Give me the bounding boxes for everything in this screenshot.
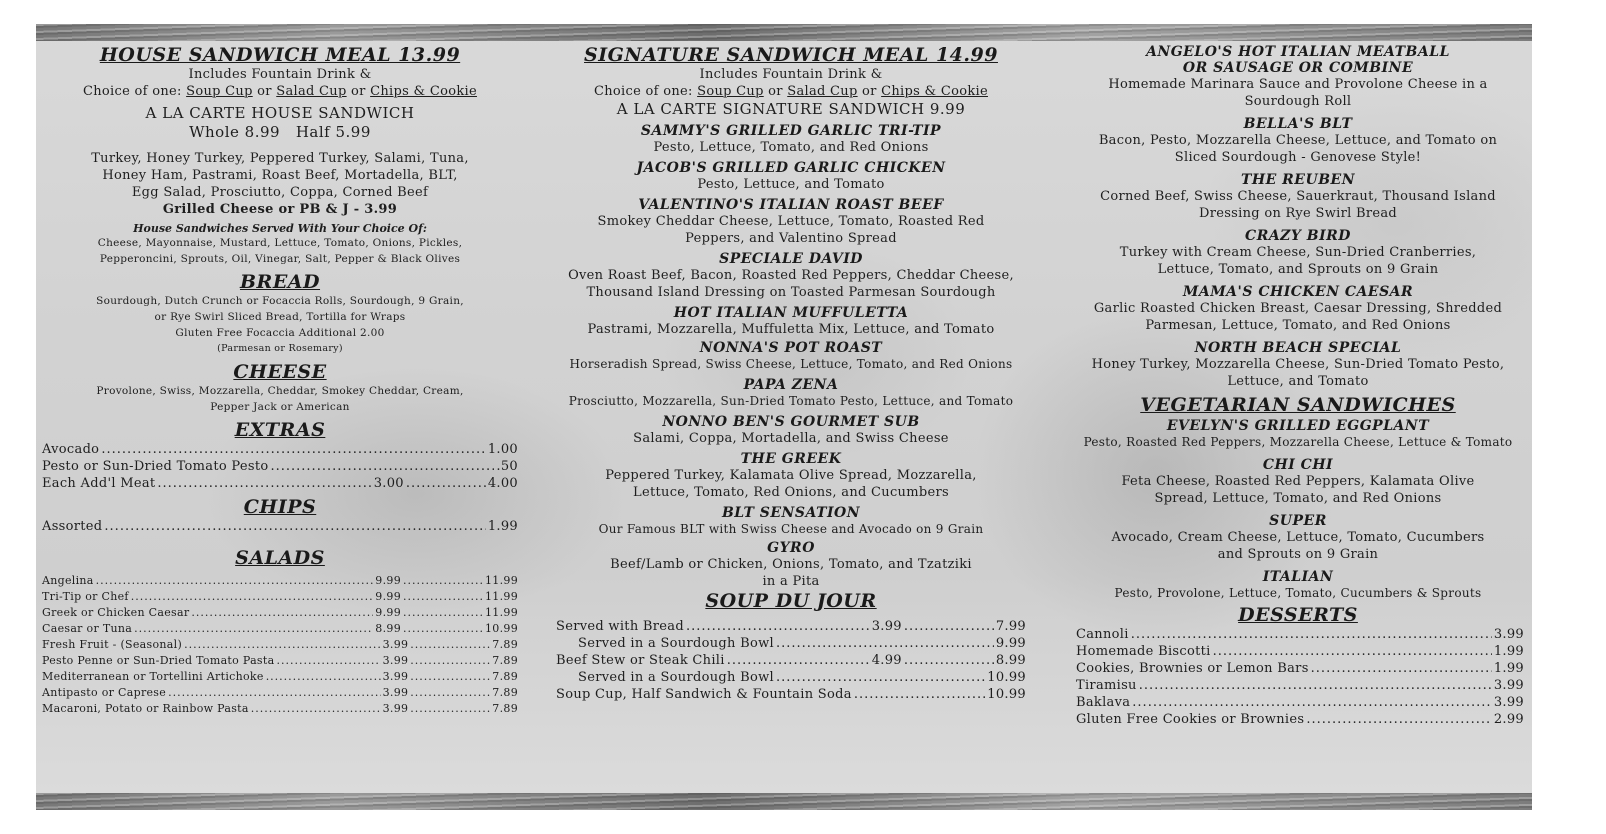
sandwich-desc: Homemade Marinara Sauce and Provolone Cheese in a bbox=[1108, 77, 1488, 92]
sandwich-name: OR SAUSAGE OR COMBINE bbox=[1182, 60, 1414, 76]
leader-dots bbox=[727, 652, 870, 669]
item-name: Homemade Biscotti bbox=[1076, 644, 1211, 659]
sandwich-name: BELLA'S BLT bbox=[1243, 116, 1353, 132]
leader-dots bbox=[168, 685, 381, 701]
signature-choice bbox=[548, 83, 1034, 100]
item-name: Pesto Penne or Sun-Dried Tomato Pasta bbox=[42, 654, 275, 667]
sandwich-name: NONNA'S POT ROAST bbox=[699, 340, 883, 356]
item-price: 3.99 bbox=[1493, 627, 1524, 642]
leader-dots bbox=[410, 669, 490, 685]
leader-dots bbox=[776, 669, 985, 686]
price-large: 7.89 bbox=[492, 702, 518, 715]
soup-list bbox=[548, 618, 1034, 703]
leader-dots bbox=[96, 573, 374, 589]
leader-dots bbox=[410, 685, 490, 701]
item-name: Tiramisu bbox=[1076, 678, 1137, 693]
bread-line: Sourdough, Dutch Crunch or Focaccia Rolls, Sourdough, 9 Grain, bbox=[96, 295, 464, 307]
leader-dots bbox=[134, 621, 373, 637]
cheese-line: Provolone, Swiss, Mozzarella, Cheddar, Smokey Cheddar, Cream, bbox=[96, 385, 464, 397]
salads-list bbox=[42, 573, 518, 717]
salad-row bbox=[42, 685, 518, 701]
extras-row bbox=[42, 441, 518, 458]
price-large: 7.89 bbox=[492, 654, 518, 667]
sandwich-desc: Prosciutto, Mozzarella, Sun-Dried Tomato Pesto, Lettuce, and Tomato bbox=[568, 394, 1014, 408]
sandwich-name: PAPA ZENA bbox=[743, 377, 839, 393]
choice-soup-cup: Soup Cup bbox=[186, 84, 253, 99]
item-price: 1.99 bbox=[487, 519, 518, 534]
salad-row bbox=[42, 653, 518, 669]
meats-line: Egg Salad, Prosciutto, Coppa, Corned Beef bbox=[131, 185, 429, 200]
item-name: Cookies, Brownies or Lemon Bars bbox=[1076, 661, 1309, 676]
item-name: Cannoli bbox=[1076, 627, 1129, 642]
column-right bbox=[1066, 44, 1530, 728]
item-price-small: 3.00 bbox=[373, 476, 404, 491]
extras-row bbox=[42, 458, 518, 475]
dessert-row bbox=[1076, 660, 1524, 677]
house-alacarte: A LA CARTE HOUSE SANDWICH bbox=[145, 104, 415, 122]
sandwich-name: SUPER bbox=[1269, 513, 1327, 529]
signature-includes: Includes Fountain Drink & bbox=[699, 67, 883, 82]
or-text: or bbox=[857, 84, 882, 99]
item-name: Assorted bbox=[42, 519, 103, 534]
meats-line: Honey Ham, Pastrami, Roast Beef, Mortadella, BLT, bbox=[102, 168, 458, 183]
dessert-row bbox=[1076, 626, 1524, 643]
sandwich-name: THE REUBEN bbox=[1240, 172, 1355, 188]
sandwich-desc: Pesto, Provolone, Lettuce, Tomato, Cucumbers & Sprouts bbox=[1114, 586, 1482, 600]
leader-dots bbox=[104, 518, 485, 535]
sandwich-name: BLT SENSATION bbox=[721, 505, 861, 521]
leader-dots bbox=[403, 621, 483, 637]
leader-dots bbox=[1306, 711, 1492, 728]
sandwich-name: JACOB'S GRILLED GARLIC CHICKEN bbox=[636, 160, 946, 176]
chips-title: CHIPS bbox=[243, 496, 317, 518]
item-price: 1.99 bbox=[1493, 661, 1524, 676]
item-price: 9.99 bbox=[995, 636, 1026, 651]
sandwich-desc: Turkey with Cream Cheese, Sun-Dried Cranberries, bbox=[1119, 245, 1477, 260]
item-price: 10.99 bbox=[987, 687, 1026, 702]
sandwich-desc: Avocado, Cream Cheese, Lettuce, Tomato, Cucumbers bbox=[1111, 530, 1485, 545]
column-left bbox=[42, 44, 518, 717]
sandwich-desc: Salami, Coppa, Mortadella, and Swiss Cheese bbox=[633, 431, 949, 446]
sandwich-name: SPECIALE DAVID bbox=[719, 251, 863, 267]
price-large: 11.99 bbox=[485, 590, 518, 603]
leader-dots bbox=[410, 653, 490, 669]
or-text: or bbox=[252, 84, 277, 99]
column-middle bbox=[548, 44, 1034, 703]
item-name: Soup Cup, Half Sandwich & Fountain Soda bbox=[556, 687, 852, 702]
sandwich-desc: Smokey Cheddar Cheese, Lettuce, Tomato, Roasted Red bbox=[597, 214, 985, 229]
leader-dots bbox=[854, 686, 985, 703]
leader-dots bbox=[904, 618, 994, 635]
price-small: 3.99 bbox=[382, 670, 409, 683]
item-price: 8.99 bbox=[995, 653, 1026, 668]
leader-dots bbox=[406, 475, 486, 492]
grilled-cheese-pbj: Grilled Cheese or PB & J - 3.99 bbox=[162, 202, 398, 217]
item-name: Fresh Fruit - (Seasonal) bbox=[42, 638, 183, 651]
salad-row bbox=[42, 573, 518, 589]
sandwich-name: NONNO BEN'S GOURMET SUB bbox=[662, 414, 920, 430]
price-large: 7.89 bbox=[492, 638, 518, 651]
item-name: Caesar or Tuna bbox=[42, 622, 133, 635]
soup-row bbox=[556, 669, 1026, 686]
choice-salad-cup: Salad Cup bbox=[276, 84, 347, 99]
sandwich-desc: Horseradish Spread, Swiss Cheese, Lettuce, Tomato, and Red Onions bbox=[569, 357, 1013, 371]
item-price: .50 bbox=[496, 459, 518, 474]
bread-line: Gluten Free Focaccia Additional 2.00 bbox=[175, 327, 385, 339]
cheese-line: Pepper Jack or American bbox=[210, 401, 350, 413]
desserts-list bbox=[1066, 626, 1530, 728]
cheese-title: CHEESE bbox=[233, 361, 327, 383]
salads-title: SALADS bbox=[235, 547, 325, 569]
item-price: 3.99 bbox=[1493, 695, 1524, 710]
chips-row bbox=[42, 518, 518, 535]
sandwich-desc: Beef/Lamb or Chicken, Onions, Tomato, and Tzatziki bbox=[610, 557, 972, 572]
item-name: Mediterranean or Tortellini Artichoke bbox=[42, 670, 264, 683]
or-text: or bbox=[763, 84, 788, 99]
soup-row bbox=[556, 686, 1026, 703]
menu-panel bbox=[36, 24, 1532, 810]
price-large: 11.99 bbox=[485, 606, 518, 619]
served-with-line: Cheese, Mayonnaise, Mustard, Lettuce, Tomato, Onions, Pickles, bbox=[97, 237, 463, 249]
vegetarian-title: VEGETARIAN SANDWICHES bbox=[1140, 394, 1456, 416]
meats-line: Turkey, Honey Turkey, Peppered Turkey, Salami, Tuna, bbox=[91, 151, 469, 166]
leader-dots bbox=[904, 652, 994, 669]
sandwich-desc: Peppers, and Valentino Spread bbox=[685, 231, 897, 246]
house-prices: Whole 8.99 Half 5.99 bbox=[189, 123, 371, 141]
sandwich-desc: Sliced Sourdough - Genovese Style! bbox=[1174, 150, 1422, 165]
top-border-band bbox=[36, 24, 1532, 41]
item-name: Each Add'l Meat bbox=[42, 476, 156, 491]
item-name: Beef Stew or Steak Chili bbox=[556, 653, 725, 668]
item-name: Macaroni, Potato or Rainbow Pasta bbox=[42, 702, 249, 715]
sandwich-desc: Honey Turkey, Mozzarella Cheese, Sun-Dried Tomato Pesto, bbox=[1091, 357, 1505, 372]
price-small: 9.99 bbox=[375, 574, 401, 587]
house-meats bbox=[42, 150, 518, 201]
leader-dots bbox=[1139, 677, 1492, 694]
price-small: 8.99 bbox=[375, 622, 401, 635]
sandwich-name: ITALIAN bbox=[1262, 569, 1334, 585]
leader-dots bbox=[191, 605, 373, 621]
bottom-border-band bbox=[36, 793, 1532, 810]
sandwich-desc: Lettuce, Tomato, Red Onions, and Cucumbers bbox=[633, 485, 949, 500]
house-meal-title: HOUSE SANDWICH MEAL 13.99 bbox=[99, 44, 461, 66]
leader-dots bbox=[1131, 626, 1492, 643]
item-name: Antipasto or Caprese bbox=[42, 686, 167, 699]
price-small: 3.99 bbox=[382, 638, 409, 651]
choice-chips-cookie: Chips & Cookie bbox=[881, 84, 988, 99]
bread-line: or Rye Swirl Sliced Bread, Tortilla for Wraps bbox=[154, 311, 406, 323]
price-large: 10.99 bbox=[485, 622, 518, 635]
extras-title: EXTRAS bbox=[234, 419, 326, 441]
soup-row bbox=[556, 635, 1026, 652]
or-text: or bbox=[346, 84, 371, 99]
sandwich-name: HOT ITALIAN MUFFULETTA bbox=[673, 305, 909, 321]
item-price: 10.99 bbox=[987, 670, 1026, 685]
sandwich-desc: Garlic Roasted Chicken Breast, Caesar Dressing, Shredded bbox=[1093, 301, 1503, 316]
sandwich-desc: Pastrami, Mozzarella, Muffuletta Mix, Lettuce, and Tomato bbox=[587, 322, 995, 337]
choice-salad-cup: Salad Cup bbox=[787, 84, 858, 99]
leader-dots bbox=[1213, 643, 1492, 660]
price-large: 7.89 bbox=[492, 686, 518, 699]
dessert-row bbox=[1076, 643, 1524, 660]
sandwich-name: EVELYN'S GRILLED EGGPLANT bbox=[1166, 418, 1430, 434]
sandwich-name: GYRO bbox=[767, 540, 815, 556]
price-small: 3.99 bbox=[382, 654, 409, 667]
sandwich-desc: Our Famous BLT with Swiss Cheese and Avocado on 9 Grain bbox=[598, 522, 984, 536]
sandwich-name: ANGELO'S HOT ITALIAN MEATBALL bbox=[1146, 44, 1450, 60]
sandwich-desc: and Sprouts on 9 Grain bbox=[1217, 547, 1379, 562]
salad-row bbox=[42, 701, 518, 717]
item-price: 7.99 bbox=[995, 619, 1026, 634]
dessert-row bbox=[1076, 711, 1524, 728]
sandwich-desc: Pesto, Roasted Red Peppers, Mozzarella Cheese, Lettuce & Tomato bbox=[1083, 435, 1513, 449]
signature-alacarte: A LA CARTE SIGNATURE SANDWICH 9.99 bbox=[616, 100, 966, 118]
leader-dots bbox=[266, 669, 381, 685]
salad-row bbox=[42, 621, 518, 637]
bread-line: (Parmesan or Rosemary) bbox=[217, 343, 343, 354]
sandwich-name: CHI CHI bbox=[1262, 457, 1334, 473]
salad-row bbox=[42, 589, 518, 605]
price-small: 9.99 bbox=[375, 606, 401, 619]
leader-dots bbox=[276, 653, 380, 669]
dessert-row bbox=[1076, 694, 1524, 711]
price-small: 4.99 bbox=[871, 653, 902, 668]
salad-row bbox=[42, 637, 518, 653]
leader-dots bbox=[101, 441, 486, 458]
salad-row bbox=[42, 669, 518, 685]
sandwich-desc: Bacon, Pesto, Mozzarella Cheese, Lettuce, and Tomato on bbox=[1098, 133, 1498, 148]
item-name: Greek or Chicken Caesar bbox=[42, 606, 190, 619]
sandwich-desc: Sourdough Roll bbox=[1244, 94, 1352, 109]
leader-dots bbox=[1311, 660, 1492, 677]
extras-row bbox=[42, 475, 518, 492]
served-with-line: Pepperoncini, Sprouts, Oil, Vinegar, Salt, Pepper & Black Olives bbox=[99, 253, 461, 265]
item-price: 4.00 bbox=[487, 476, 518, 491]
price-small: 3.99 bbox=[382, 702, 409, 715]
bread-title: BREAD bbox=[239, 271, 321, 293]
item-name: Pesto or Sun-Dried Tomato Pesto bbox=[42, 459, 269, 474]
sandwich-desc: Spread, Lettuce, Tomato, and Red Onions bbox=[1154, 491, 1442, 506]
leader-dots bbox=[184, 637, 381, 653]
sandwich-name: MAMA'S CHICKEN CAESAR bbox=[1182, 284, 1414, 300]
sandwich-name: THE GREEK bbox=[740, 451, 842, 467]
house-choice bbox=[42, 83, 518, 100]
item-name: Served in a Sourdough Bowl bbox=[578, 636, 774, 651]
sandwich-desc: Corned Beef, Swiss Cheese, Sauerkraut, Thousand Island bbox=[1100, 189, 1496, 204]
desserts-title: DESSERTS bbox=[1238, 604, 1358, 626]
price-large: 11.99 bbox=[485, 574, 518, 587]
sandwich-desc: Lettuce, and Tomato bbox=[1227, 374, 1369, 389]
price-large: 7.89 bbox=[492, 670, 518, 683]
sandwich-desc: Oven Roast Beef, Bacon, Roasted Red Peppers, Cheddar Cheese, bbox=[568, 268, 1014, 283]
sandwich-desc: in a Pita bbox=[762, 574, 820, 589]
sandwich-desc: Parmesan, Lettuce, Tomato, and Red Onions bbox=[1145, 318, 1451, 333]
soup-row bbox=[556, 652, 1026, 669]
leader-dots bbox=[403, 589, 483, 605]
leader-dots bbox=[403, 605, 483, 621]
item-price: 1.99 bbox=[1493, 644, 1524, 659]
choice-prefix: Choice of one: bbox=[594, 84, 698, 99]
sandwich-name: SAMMY'S GRILLED GARLIC TRI-TIP bbox=[640, 123, 942, 139]
item-name: Angelina bbox=[42, 574, 94, 587]
item-name: Served with Bread bbox=[556, 619, 684, 634]
item-name: Served in a Sourdough Bowl bbox=[578, 670, 774, 685]
leader-dots bbox=[403, 573, 483, 589]
choice-chips-cookie: Chips & Cookie bbox=[370, 84, 477, 99]
leader-dots bbox=[157, 475, 371, 492]
leader-dots bbox=[776, 635, 994, 652]
item-price: 3.99 bbox=[1493, 678, 1524, 693]
leader-dots bbox=[410, 701, 490, 717]
item-price: 1.00 bbox=[487, 442, 518, 457]
dessert-row bbox=[1076, 677, 1524, 694]
sandwich-desc: Feta Cheese, Roasted Red Peppers, Kalamata Olive bbox=[1121, 474, 1475, 489]
sandwich-desc: Peppered Turkey, Kalamata Olive Spread, Mozzarella, bbox=[605, 468, 977, 483]
sandwich-desc: Thousand Island Dressing on Toasted Parmesan Sourdough bbox=[586, 285, 996, 300]
price-small: 3.99 bbox=[382, 686, 409, 699]
item-name: Avocado bbox=[42, 442, 100, 457]
leader-dots bbox=[131, 589, 374, 605]
price-small: 3.99 bbox=[871, 619, 902, 634]
choice-prefix: Choice of one: bbox=[83, 84, 187, 99]
sandwich-name: VALENTINO'S ITALIAN ROAST BEEF bbox=[638, 197, 944, 213]
item-price: 2.99 bbox=[1493, 712, 1524, 727]
signature-meal-title: SIGNATURE SANDWICH MEAL 14.99 bbox=[584, 44, 998, 66]
item-name: Gluten Free Cookies or Brownies bbox=[1076, 712, 1305, 727]
soup-title: SOUP DU JOUR bbox=[705, 590, 877, 612]
house-includes: Includes Fountain Drink & bbox=[188, 67, 372, 82]
leader-dots bbox=[410, 637, 490, 653]
leader-dots bbox=[686, 618, 870, 635]
sandwich-desc: Pesto, Lettuce, Tomato, and Red Onions bbox=[653, 140, 929, 155]
sandwich-desc: Dressing on Rye Swirl Bread bbox=[1198, 206, 1398, 221]
sandwich-name: CRAZY BIRD bbox=[1245, 228, 1351, 244]
price-small: 9.99 bbox=[375, 590, 401, 603]
sandwich-desc: Pesto, Lettuce, and Tomato bbox=[697, 177, 885, 192]
item-name: Tri-Tip or Chef bbox=[42, 590, 129, 603]
soup-row bbox=[556, 618, 1026, 635]
item-name: Baklava bbox=[1076, 695, 1131, 710]
leader-dots bbox=[271, 458, 495, 475]
choice-soup-cup: Soup Cup bbox=[697, 84, 764, 99]
leader-dots bbox=[251, 701, 381, 717]
leader-dots bbox=[1132, 694, 1492, 711]
salad-row bbox=[42, 605, 518, 621]
sandwich-desc: Lettuce, Tomato, and Sprouts on 9 Grain bbox=[1157, 262, 1439, 277]
served-with-title: House Sandwiches Served With Your Choice Of: bbox=[133, 222, 427, 235]
sandwich-name: NORTH BEACH SPECIAL bbox=[1194, 340, 1402, 356]
